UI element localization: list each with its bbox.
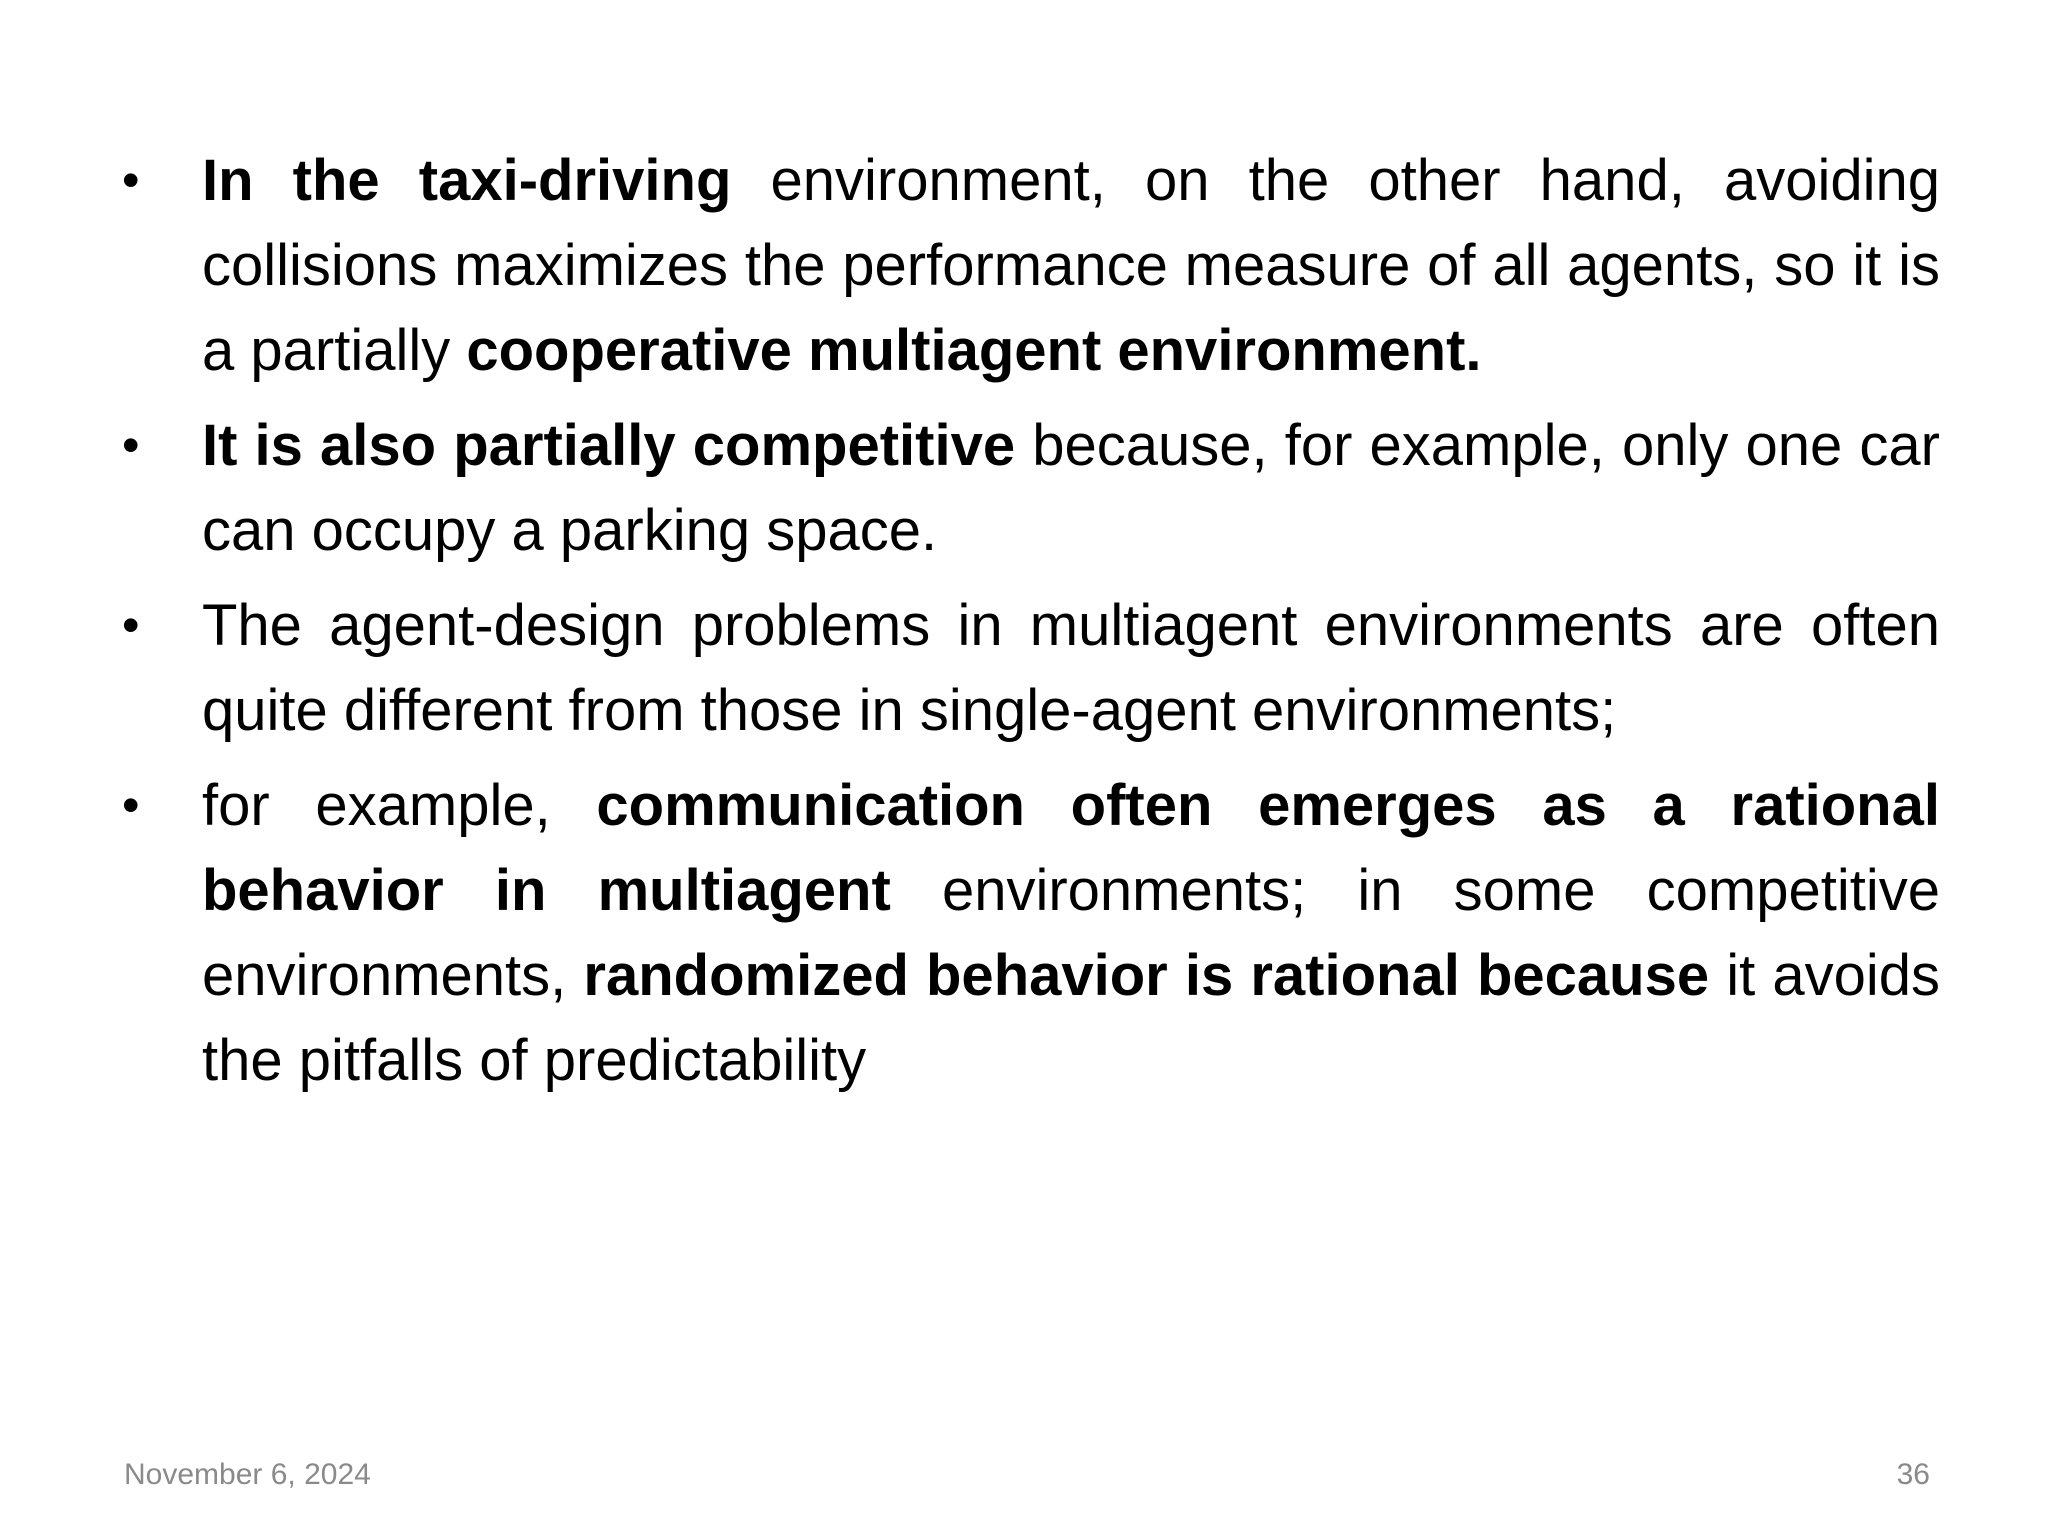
- bullet-text: for example,: [202, 773, 597, 838]
- bullet-item-partially-competitive: [122, 403, 1940, 573]
- bullet-text-bold: It is also partially competitive: [202, 413, 1016, 478]
- bullet-text: environments; in some competitive environments,: [202, 858, 1940, 1008]
- bullet-text-bold: communication often emerges as a rational behavior in multiagent: [202, 773, 1940, 923]
- bullet-item-taxi-driving: [122, 138, 1940, 393]
- bullet-item-agent-design: [122, 583, 1940, 753]
- bullet-marker: •: [122, 597, 140, 653]
- bullet-text-bold: In the taxi-driving: [202, 148, 732, 213]
- bullet-text: because, for example, only one car can occupy a parking space.: [202, 413, 1940, 563]
- bullet-text: it avoids the pitfalls of predictability: [202, 943, 1940, 1093]
- footer-page-number: 36: [1896, 1458, 1930, 1491]
- bullet-text-bold: randomized behavior is rational because: [583, 943, 1710, 1008]
- bullet-text: environment, on the other hand, avoiding collisions maximizes the performance measure of all agents, so it is a partially: [202, 148, 1940, 383]
- bullet-item-communication: [122, 763, 1940, 1103]
- bullet-marker: •: [122, 777, 140, 833]
- bullet-marker: •: [122, 152, 140, 208]
- footer-date: November 6, 2024: [124, 1458, 371, 1491]
- bullet-text-bold: cooperative multiagent environment.: [466, 318, 1482, 383]
- bullet-list: [122, 138, 1940, 1113]
- bullet-text: The agent-design problems in multiagent environments are often quite different from those in single-agent environments;: [202, 593, 1940, 743]
- bullet-marker: •: [122, 417, 140, 473]
